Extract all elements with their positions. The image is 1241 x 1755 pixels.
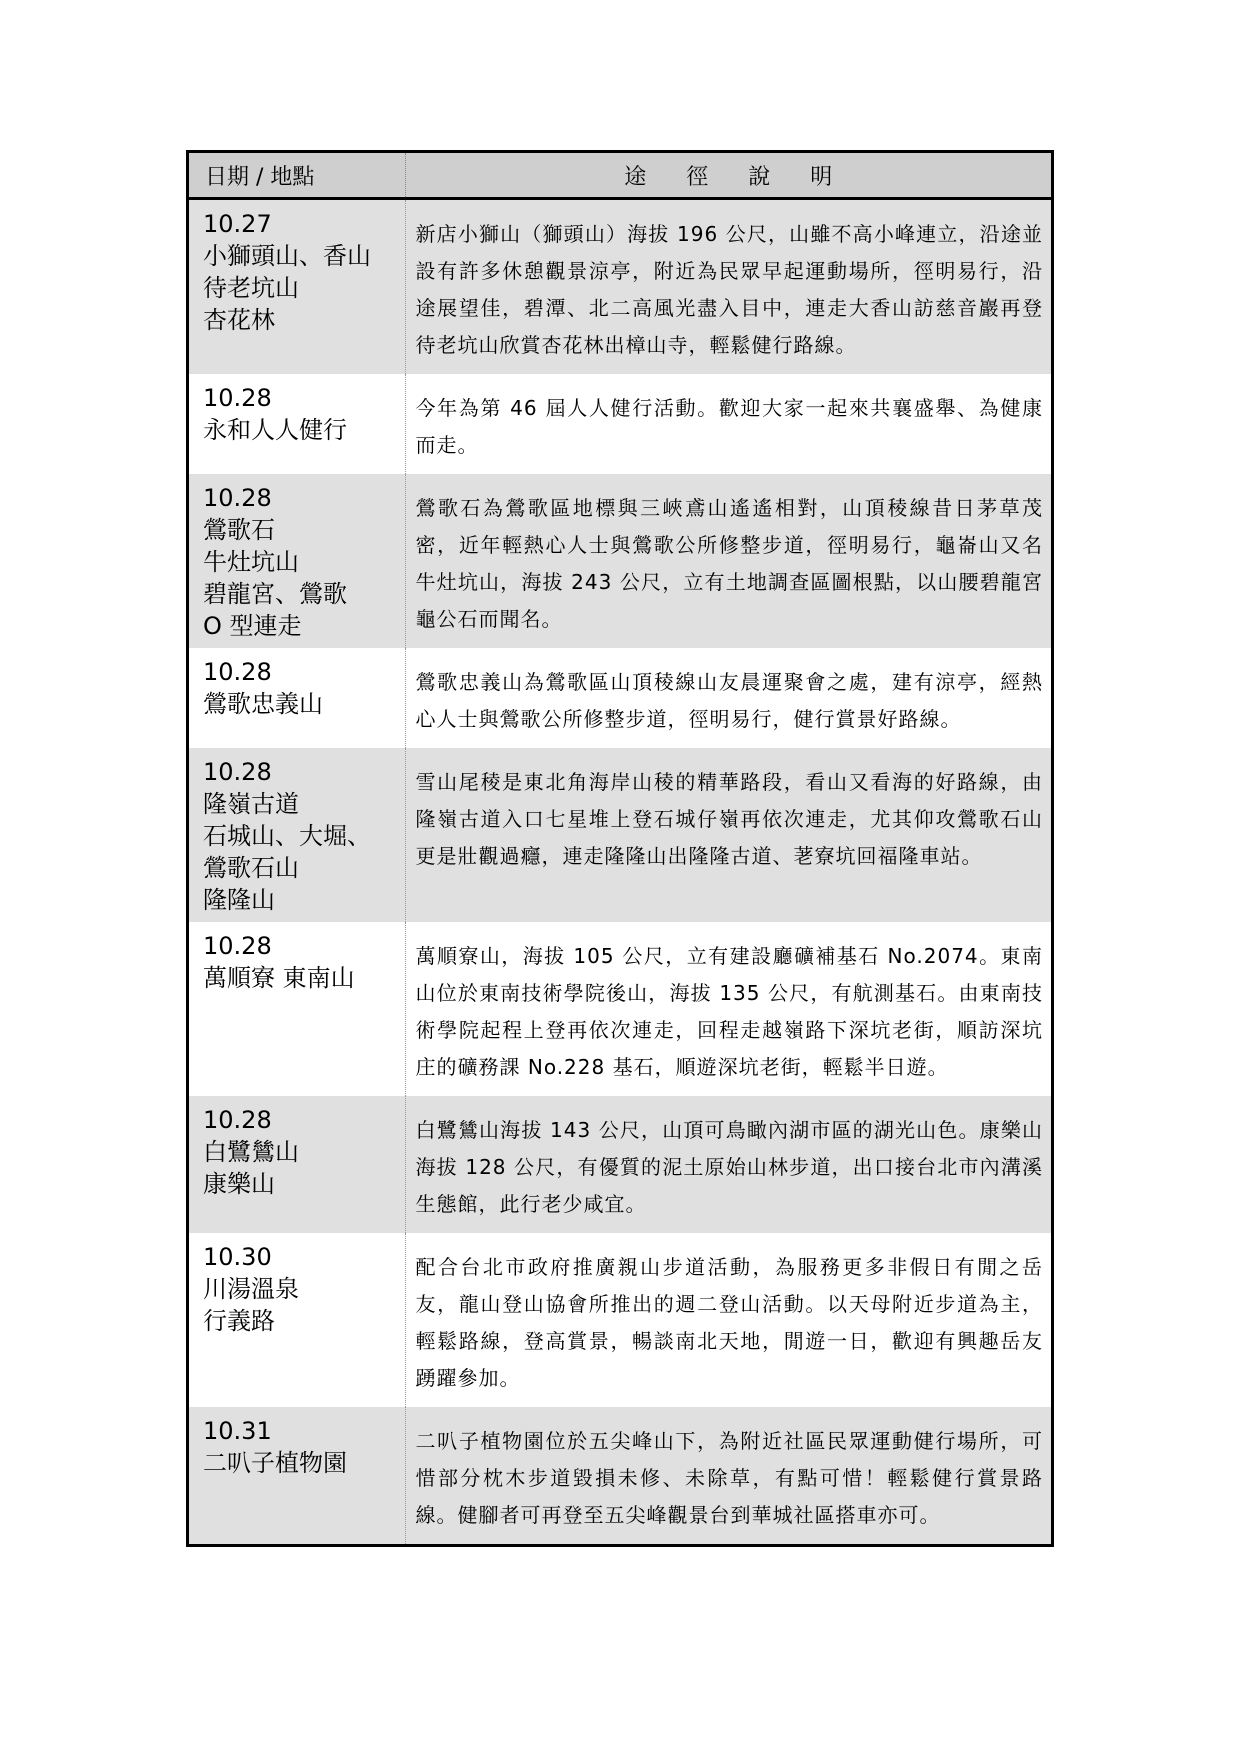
event-date: 10.28	[203, 932, 272, 960]
route-description-cell: 雪山尾稜是東北角海岸山稜的精華路段，看山又看海的好路線，由隆嶺古道入口七星堆上登石城仔嶺再依次連走，尤其仰攻鶯歌石山更是壯觀過癮，連走隆隆山出隆隆古道、荖寮坑回福隆車站。	[405, 748, 1051, 922]
table-row	[189, 648, 1051, 748]
event-location: 隆嶺古道	[203, 790, 299, 818]
table-row	[189, 1096, 1051, 1233]
route-description-cell: 鶯歌忠義山為鶯歌區山頂稜線山友晨運聚會之處，建有涼亭，經熱心人士與鶯歌公所修整步道，徑明易行，健行賞景好路線。	[405, 648, 1051, 748]
event-location: 萬順寮 東南山	[203, 964, 355, 992]
event-location: 白鷺鷥山	[203, 1138, 299, 1166]
date-location-cell	[189, 1407, 405, 1544]
event-location: 石城山、大堀、	[203, 822, 371, 850]
event-location: 小獅頭山、香山	[203, 242, 371, 270]
event-location: O 型連走	[203, 612, 302, 640]
date-location-cell	[189, 748, 405, 922]
event-location: 永和人人健行	[203, 416, 347, 444]
date-location-cell	[189, 199, 405, 375]
event-location: 康樂山	[203, 1170, 275, 1198]
event-date: 10.30	[203, 1243, 272, 1271]
event-date: 10.27	[203, 210, 272, 238]
date-location-cell	[189, 1233, 405, 1407]
header-date-location: 日期 / 地點	[189, 153, 405, 199]
event-location: 鶯歌石山	[203, 854, 299, 882]
event-location: 隆隆山	[203, 886, 275, 914]
table-body	[189, 199, 1051, 1545]
route-description-cell: 今年為第 46 屆人人健行活動。歡迎大家一起來共襄盛舉、為健康而走。	[405, 374, 1051, 474]
event-date: 10.28	[203, 1106, 272, 1134]
event-location: 牛灶坑山	[203, 548, 299, 576]
event-location: 杏花林	[203, 306, 275, 334]
table-header-row	[189, 153, 1051, 199]
table-row	[189, 748, 1051, 922]
route-description-cell: 白鷺鷥山海拔 143 公尺，山頂可鳥瞰內湖市區的湖光山色。康樂山海拔 128 公尺，有優質的泥土原始山林步道，出口接台北市內溝溪生態館，此行老少咸宜。	[405, 1096, 1051, 1233]
event-location: 二叭子植物園	[203, 1449, 347, 1477]
event-location: 鶯歌忠義山	[203, 690, 323, 718]
event-location: 川湯溫泉	[203, 1275, 299, 1303]
route-table	[189, 153, 1051, 1544]
route-description-cell: 萬順寮山，海拔 105 公尺，立有建設廳礦補基石 No.2074。東南山位於東南技術學院後山，海拔 135 公尺，有航測基石。由東南技術學院起程上登再依次連走，回程走越嶺路下深坑老街，順訪深坑庄的礦務課 No.228 基石，順遊深坑老街，輕鬆半日遊。	[405, 922, 1051, 1096]
table-row	[189, 922, 1051, 1096]
route-description-cell: 新店小獅山（獅頭山）海拔 196 公尺，山雖不高小峰連立，沿途並設有許多休憩觀景涼亭，附近為民眾早起運動場所，徑明易行，沿途展望佳，碧潭、北二高風光盡入目中，連走大香山訪慈音巖再登待老坑山欣賞杏花林出樟山寺，輕鬆健行路線。	[405, 199, 1051, 375]
event-location: 行義路	[203, 1307, 275, 1335]
route-table-container	[186, 150, 1054, 1547]
event-date: 10.31	[203, 1417, 272, 1445]
date-location-cell	[189, 648, 405, 748]
route-description-cell: 鶯歌石為鶯歌區地標與三峽鳶山遙遙相對，山頂稜線昔日茅草茂密，近年輕熱心人士與鶯歌公所修整步道，徑明易行，龜崙山又名牛灶坑山，海拔 243 公尺，立有土地調查區圖根點，以山腰碧龍宮龜公石而聞名。	[405, 474, 1051, 648]
table-row	[189, 474, 1051, 648]
event-date: 10.28	[203, 758, 272, 786]
route-description-cell: 二叭子植物園位於五尖峰山下，為附近社區民眾運動健行場所，可惜部分枕木步道毀損未修、未除草，有點可惜！輕鬆健行賞景路線。健腳者可再登至五尖峰觀景台到華城社區搭車亦可。	[405, 1407, 1051, 1544]
header-route-description: 途徑說明	[405, 153, 1051, 199]
event-location: 碧龍宮、鶯歌	[203, 580, 347, 608]
event-date: 10.28	[203, 658, 272, 686]
event-location: 待老坑山	[203, 274, 299, 302]
event-date: 10.28	[203, 484, 272, 512]
table-row	[189, 1407, 1051, 1544]
route-description-cell: 配合台北市政府推廣親山步道活動，為服務更多非假日有閒之岳友，龍山登山協會所推出的週二登山活動。以天母附近步道為主，輕鬆路線，登高賞景，暢談南北天地，閒遊一日，歡迎有興趣岳友踴躍參加。	[405, 1233, 1051, 1407]
date-location-cell	[189, 374, 405, 474]
table-row	[189, 199, 1051, 375]
event-location: 鶯歌石	[203, 516, 275, 544]
date-location-cell	[189, 1096, 405, 1233]
date-location-cell	[189, 922, 405, 1096]
date-location-cell	[189, 474, 405, 648]
table-row	[189, 374, 1051, 474]
table-row	[189, 1233, 1051, 1407]
event-date: 10.28	[203, 384, 272, 412]
